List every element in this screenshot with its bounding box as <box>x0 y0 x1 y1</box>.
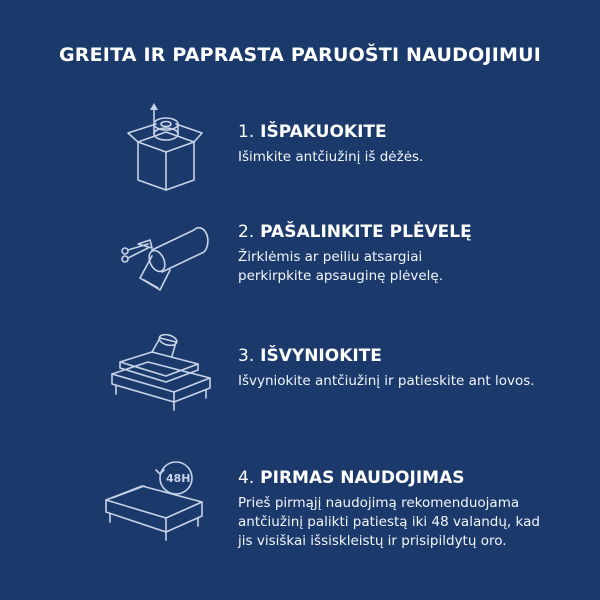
step-3-heading: 3. IŠVYNIOKITE <box>238 346 382 366</box>
step-1-heading: 1. IŠPAKUOKITE <box>238 122 387 142</box>
step-4-description: Prieš pirmąjį naudojimą rekomenduojama antčiužinį palikti patiestą iki 48 valandų, kad jis visiškai išsiskleistų ir prisipildytų oro. <box>238 495 540 549</box>
cut-film-icon <box>98 218 218 318</box>
step-2-heading: 2. PAŠALINKITE PLĖVELĘ <box>238 222 472 242</box>
step-remove-film <box>0 218 600 328</box>
step-4-heading: 4. PIRMAS NAUDOJIMAS <box>238 468 465 488</box>
step-3-description: Išvyniokite antčiužinį ir patieskite ant lovos. <box>238 373 535 389</box>
step-first-use <box>0 448 600 558</box>
unbox-icon <box>98 100 218 200</box>
unroll-icon <box>98 322 218 422</box>
48h-label: 48H <box>166 472 191 485</box>
48h-bed-icon <box>98 448 218 548</box>
step-unroll <box>0 322 600 432</box>
step-unpack <box>0 100 600 210</box>
page-title: GREITA IR PAPRASTA PARUOŠTI NAUDOJIMUI <box>59 44 541 66</box>
step-1-description: Išimkite antčiužinį iš dėžės. <box>238 149 424 165</box>
step-2-description: Žirklėmis ar peiliu atsargiai perkirpkite apsauginę plėvelę. <box>238 249 444 284</box>
